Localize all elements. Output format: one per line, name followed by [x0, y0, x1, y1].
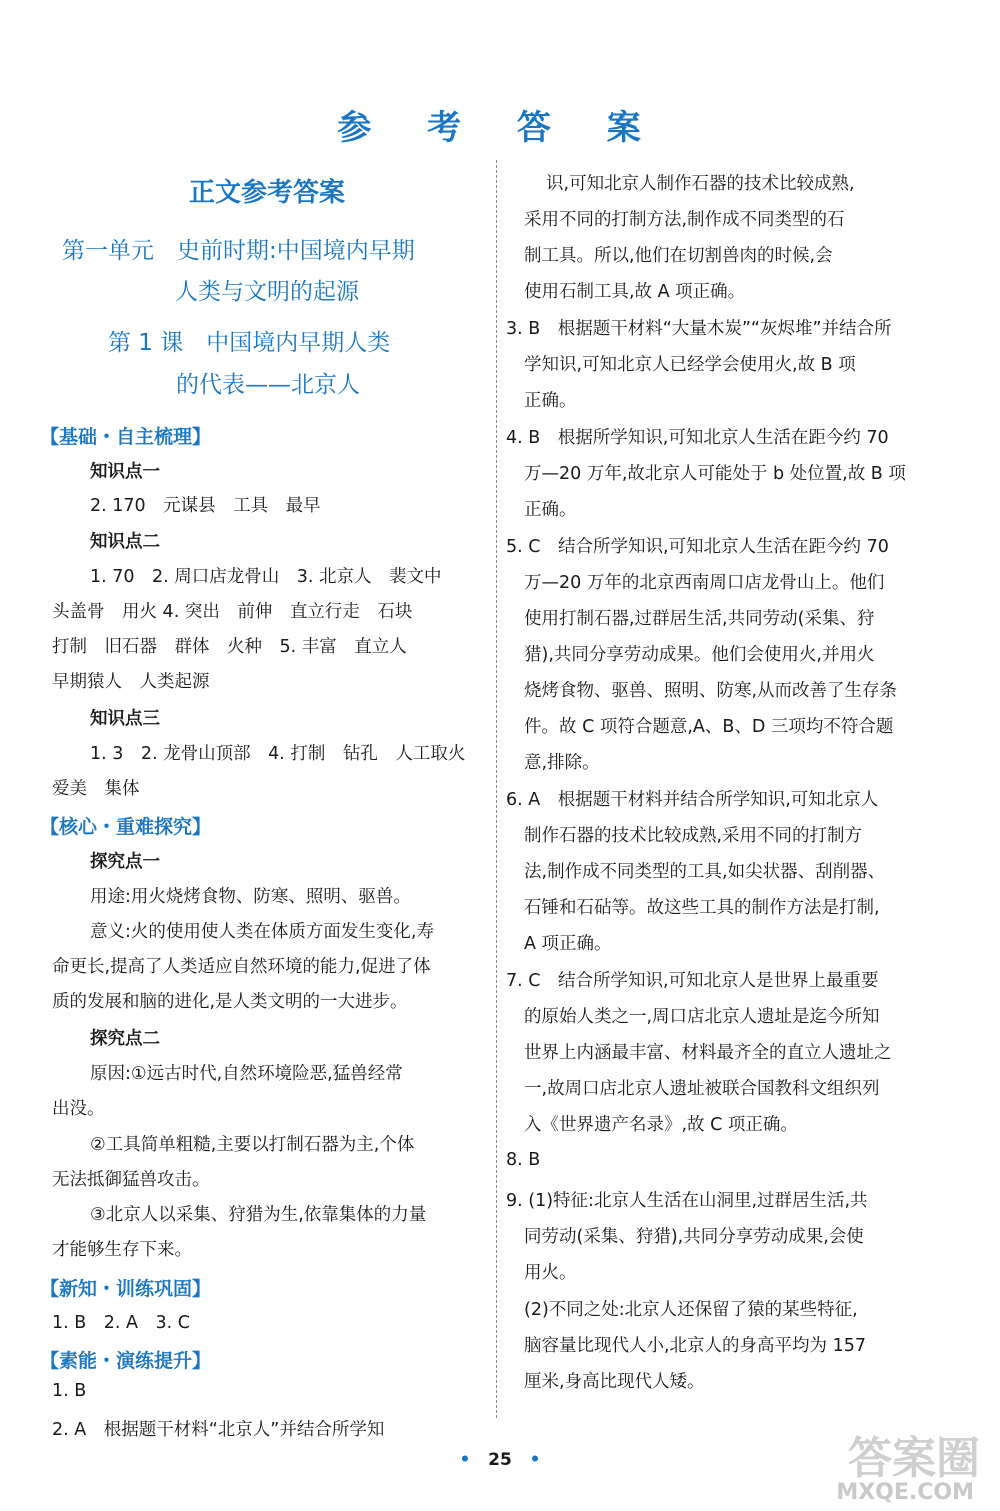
kp1-label: 知识点一: [90, 462, 160, 482]
right-line: 用火。: [524, 1263, 577, 1283]
right-line: 识,可知北京人制作石器的技术比较成熟,: [546, 174, 855, 194]
ex2-line: ③北京人以采集、狩猎为生,依靠集体的力量: [90, 1205, 427, 1225]
ex2-line: 无法抵御猛兽攻击。: [52, 1170, 210, 1190]
kp3-line: 1. 3 2. 龙骨山顶部 4. 打制 钻孔 人工取火: [90, 744, 466, 764]
kp1-answer: 2. 170 元谋县 工具 最早: [90, 496, 321, 516]
right-line: 使用打制石器,过群居生活,共同劳动(采集、狩: [524, 609, 875, 629]
right-line: 厘米,身高比现代人矮。: [524, 1372, 705, 1392]
right-line: 万—20 万年的北京西南周口店龙骨山上。他们: [524, 573, 885, 593]
right-line: (2)不同之处:北京人还保留了猿的某些特征,: [524, 1300, 858, 1320]
right-line: 3. B 根据题干材料“大量木炭”“灰烬堆”并结合所: [506, 319, 892, 339]
right-line: 正确。: [524, 500, 577, 520]
new-answers: 1. B 2. A 3. C: [52, 1313, 190, 1333]
unit-title-line1: 第一单元 史前时期:中国境内早期: [62, 238, 415, 264]
ex2-label: 探究点二: [90, 1029, 160, 1049]
right-line: 同劳动(采集、狩猎),共同分享劳动成果,会使: [524, 1227, 864, 1247]
right-line: 脑容量比现代人小,北京人的身高平均为 157: [524, 1336, 867, 1356]
column-divider: [496, 160, 497, 1418]
new-section-tag: 【新知・训练巩固】: [40, 1278, 212, 1300]
basic-section-tag: 【基础・自主梳理】: [40, 426, 212, 448]
skill-section-tag: 【素能・演练提升】: [40, 1350, 212, 1372]
right-line: 猎),共同分享劳动成果。他们会使用火,并用火: [524, 645, 875, 665]
right-line: 7. C 结合所学知识,可知北京人是世界上最重要: [506, 971, 879, 991]
ex1-line: 质的发展和脑的进化,是人类文明的一大进步。: [52, 992, 408, 1012]
kp2-label: 知识点二: [90, 532, 160, 552]
lesson-title-line1: 第 1 课 中国境内早期人类: [108, 330, 391, 356]
right-line: 8. B: [506, 1150, 541, 1170]
page-dot-right: •: [529, 1450, 541, 1470]
right-line: 6. A 根据题干材料并结合所学知识,可知北京人: [506, 790, 879, 810]
ex2-line: ②工具简单粗糙,主要以打制石器为主,个体: [90, 1135, 415, 1155]
right-line: 制作石器的技术比较成熟,采用不同的打制方: [524, 826, 863, 846]
right-line: 世界上内涵最丰富、材料最齐全的直立人遗址之: [524, 1043, 892, 1063]
right-line: 意,排除。: [524, 753, 600, 773]
right-line: 万—20 万年,故北京人可能处于 b 处位置,故 B 项: [524, 464, 906, 484]
right-line: 学知识,可知北京人已经学会使用火,故 B 项: [524, 355, 856, 375]
right-line: 件。故 C 项符合题意,A、B、D 三项均不符合题: [524, 717, 894, 737]
kp3-line: 爱美 集体: [52, 779, 140, 799]
skill-line: 1. B: [52, 1381, 87, 1401]
right-line: 9. (1)特征:北京人生活在山洞里,过群居生活,共: [506, 1191, 868, 1211]
right-line: 正确。: [524, 391, 577, 411]
kp2-line: 头盖骨 用火 4. 突出 前伸 直立行走 石块: [52, 602, 413, 622]
page-number-value: 25: [488, 1450, 512, 1470]
kp2-line: 打制 旧石器 群体 火种 5. 丰富 直立人: [52, 637, 407, 657]
right-line: 4. B 根据所学知识,可知北京人生活在距今约 70: [506, 428, 889, 448]
right-line: 烧烤食物、驱兽、照明、防寒,从而改善了生存条: [524, 681, 898, 701]
ex1-line: 意义:火的使用使人类在体质方面发生变化,寿: [90, 922, 434, 942]
ex1-line: 用途:用火烧烤食物、防寒、照明、驱兽。: [90, 887, 411, 907]
section-title: 正文参考答案: [188, 178, 345, 208]
watermark-url: MXQE.COM: [836, 1480, 974, 1505]
watermark-logo: 答案圈: [848, 1433, 980, 1484]
ex2-line: 才能够生存下来。: [52, 1240, 192, 1260]
kp3-label: 知识点三: [90, 709, 160, 729]
kp2-line: 早期猿人 人类起源: [52, 672, 210, 692]
right-line: 一,故周口店北京人遗址被联合国教科文组织列: [524, 1079, 880, 1099]
right-line: 石锤和石砧等。故这些工具的制作方法是打制,: [524, 898, 880, 918]
ex2-line: 出没。: [52, 1099, 105, 1119]
right-line: 入《世界遗产名录》,故 C 项正确。: [524, 1115, 798, 1135]
skill-line: 2. A 根据题干材料“北京人”并结合所学知: [52, 1420, 385, 1440]
right-line: 5. C 结合所学知识,可知北京人生活在距今约 70: [506, 537, 889, 557]
lesson-title-line2: 的代表——北京人: [176, 372, 360, 398]
right-line: 使用石制工具,故 A 项正确。: [524, 282, 746, 302]
right-line: 的原始人类之一,周口店北京人遗址是迄今所知: [524, 1007, 880, 1027]
ex1-line: 命更长,提高了人类适应自然环境的能力,促进了体: [52, 957, 431, 977]
right-line: 制工具。所以,他们在切割兽肉的时候,会: [524, 246, 833, 266]
core-section-tag: 【核心・重难探究】: [40, 816, 212, 838]
kp2-line: 1. 70 2. 周口店龙骨山 3. 北京人 裴文中: [90, 567, 442, 587]
ex1-label: 探究点一: [90, 852, 160, 872]
right-line: A 项正确。: [524, 934, 612, 954]
unit-title-line2: 人类与文明的起源: [175, 279, 359, 305]
page-dot-left: •: [459, 1450, 471, 1470]
page-title: 参 考 答 案: [337, 108, 663, 148]
right-line: 采用不同的打制方法,制作成不同类型的石: [524, 210, 845, 230]
right-line: 法,制作成不同类型的工具,如尖状器、刮削器、: [524, 862, 886, 882]
ex2-line: 原因:①远古时代,自然环境险恶,猛兽经常: [90, 1064, 403, 1084]
